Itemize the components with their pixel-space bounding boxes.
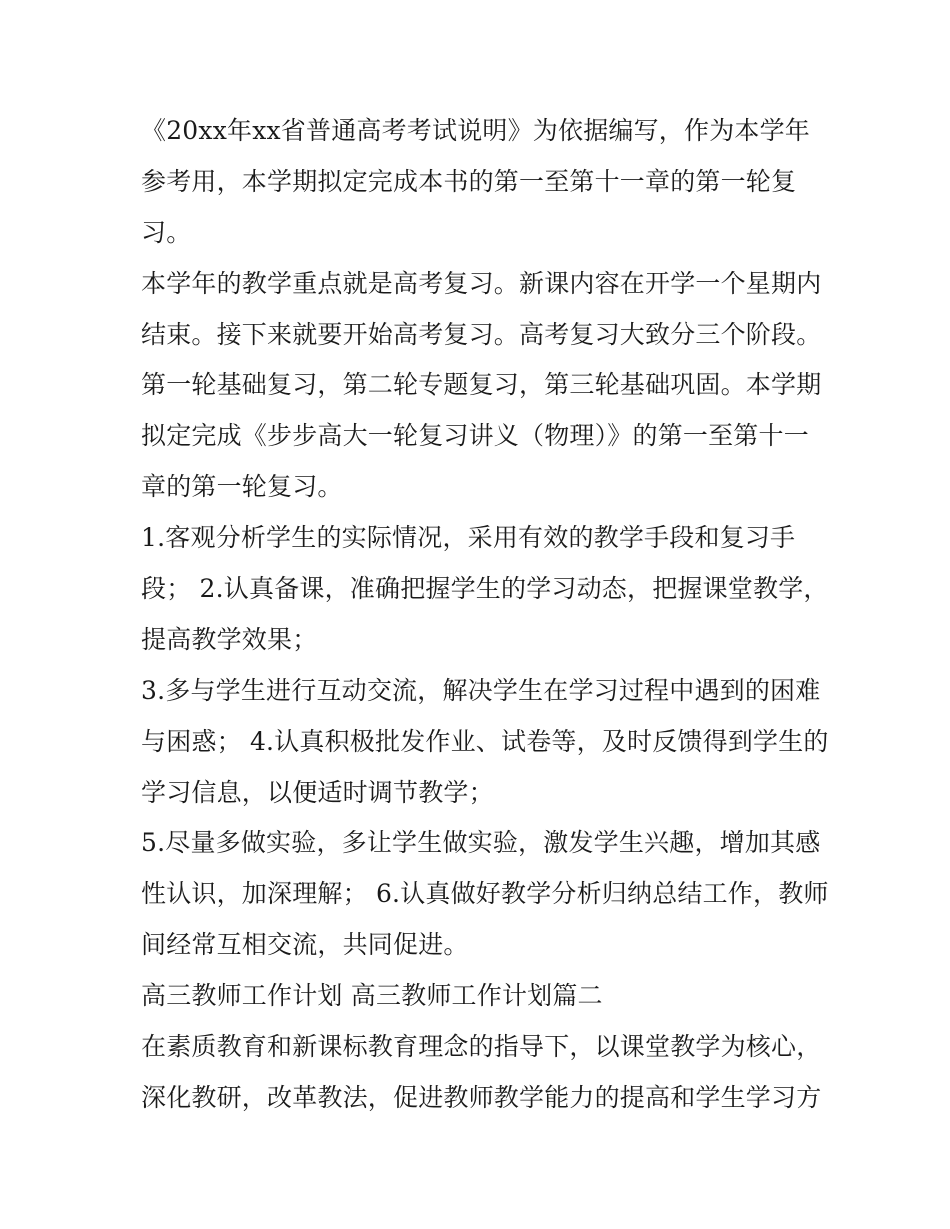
text-line: 深化教研，改革教法，促进教师教学能力的提高和学生学习方 [141, 1082, 822, 1112]
text-line: 第一轮基础复习，第二轮专题复习，第三轮基础巩固。本学期 [141, 370, 822, 400]
text-line: 3.多与学生进行互动交流，解决学生在学习过程中遇到的困难 [141, 675, 821, 705]
text-line: 提高教学效果； [141, 624, 318, 654]
text-line: 本学年的教学重点就是高考复习。新课内容在开学一个星期内 [141, 268, 822, 298]
section-heading: 高三教师工作计划 高三教师工作计划篇二 [141, 981, 603, 1011]
text-line: 段； 2.认真备课，准确把握学生的学习动态，把握课堂教学， [141, 574, 829, 604]
text-line: 5.尽量多做实验，多让学生做实验，激发学生兴趣，增加其感 [141, 828, 821, 858]
text-line: 学习信息，以便适时调节教学； [141, 777, 494, 807]
text-line: 章的第一轮复习。 [141, 472, 343, 502]
text-line: 1.客观分析学生的实际情况，采用有效的教学手段和复习手 [141, 523, 796, 553]
text-line: 在素质教育和新课标教育理念的指导下，以课堂教学为核心， [141, 1032, 822, 1062]
text-line: 与困惑； 4.认真积极批发作业、试卷等，及时反馈得到学生的 [141, 726, 829, 756]
document-body [141, 106, 829, 1124]
text-line: 结束。接下来就要开始高考复习。高考复习大致分三个阶段。 [141, 319, 822, 349]
text-line: 参考用，本学期拟定完成本书的第一至第十一章的第一轮复 [141, 166, 797, 196]
text-line: 间经常互相交流，共同促进。 [141, 930, 469, 960]
text-line: 《20xx年xx省普通高考考试说明》为依据编写，作为本学年 [141, 116, 811, 145]
text-line: 拟定完成《步步高大一轮复习讲义（物理）》的第一至第十一 [141, 421, 809, 451]
text-line: 习。 [141, 217, 192, 247]
text-line: 性认识，加深理解； 6.认真做好教学分析归纳总结工作，教师 [141, 879, 829, 909]
